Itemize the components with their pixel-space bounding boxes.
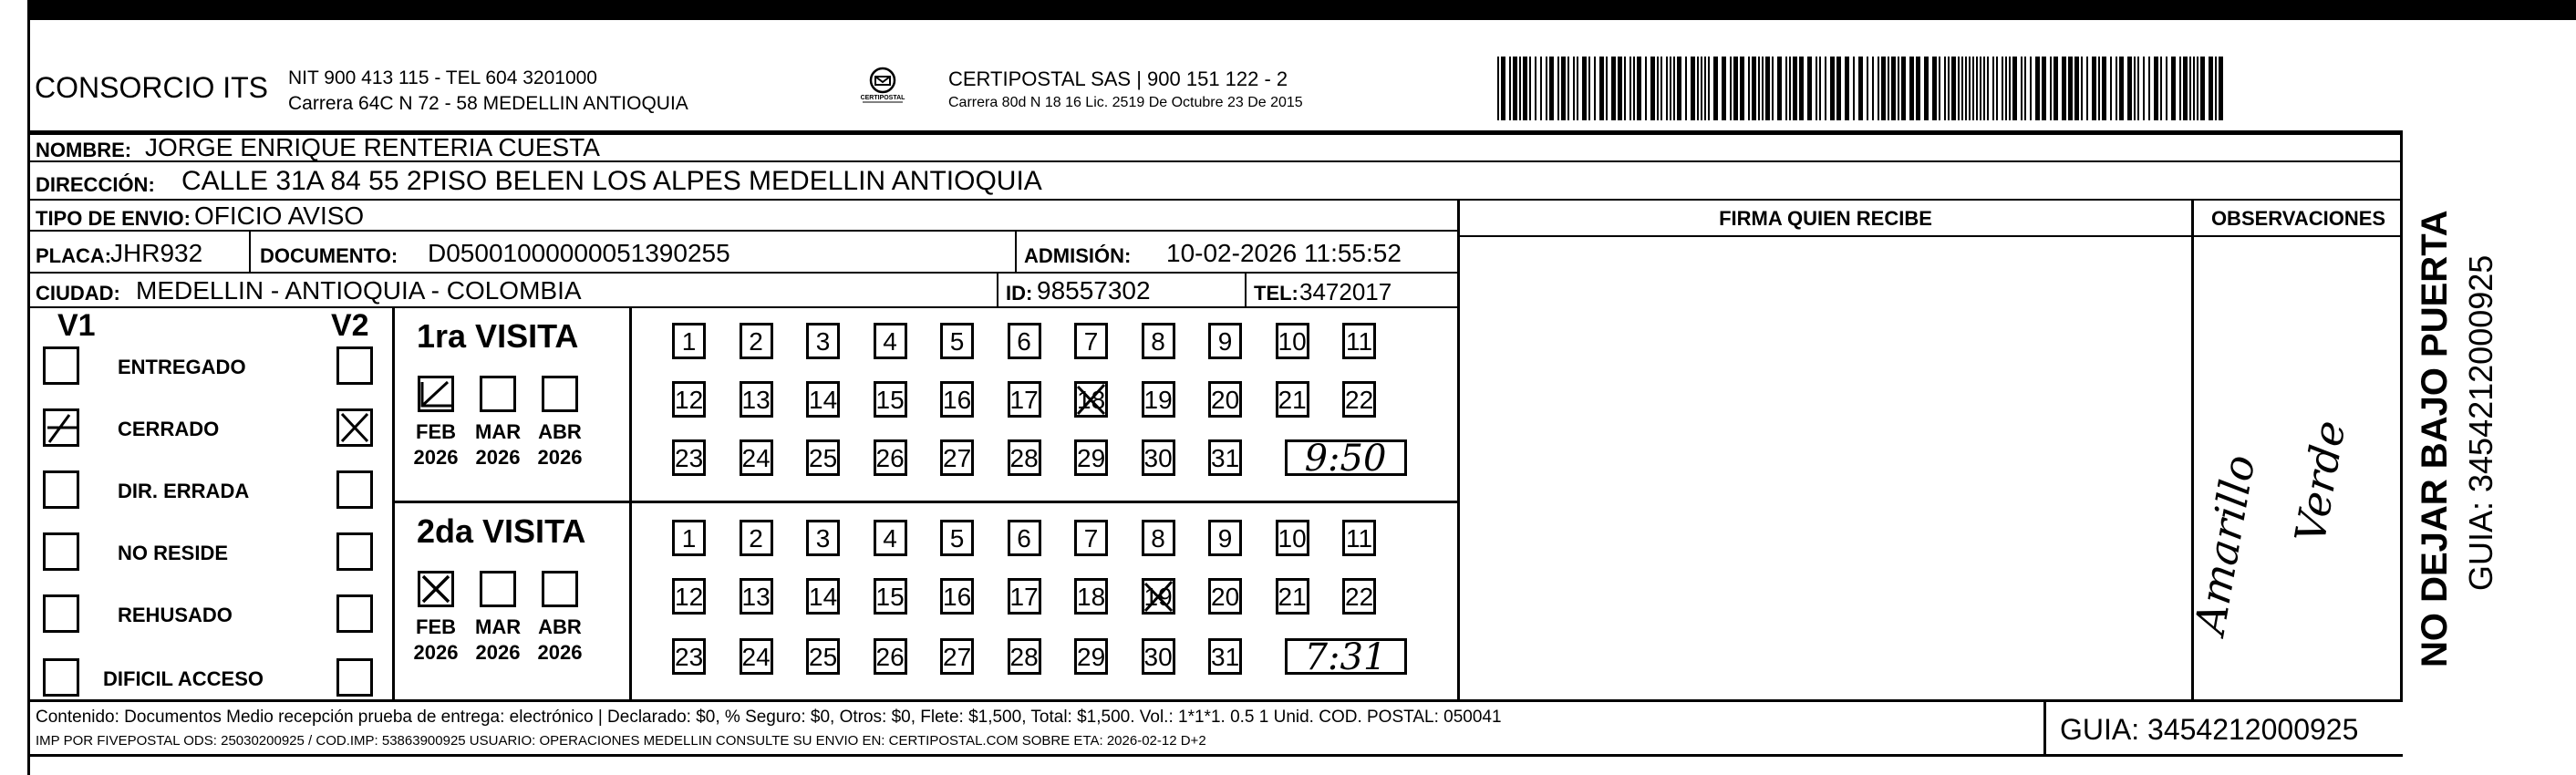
day-number: 11 (1345, 327, 1373, 356)
day-number: 8 (1151, 524, 1165, 553)
day-number: 12 (675, 386, 704, 414)
day-box[interactable] (740, 520, 773, 556)
day-box[interactable] (1074, 323, 1108, 359)
day-box[interactable] (940, 520, 974, 556)
day-number: 1 (681, 327, 697, 356)
x-mark-icon (1074, 381, 1108, 418)
year-label: 2026 (537, 446, 583, 469)
name-value: JORGE ENRIQUE RENTERIA CUESTA (145, 133, 600, 161)
day-number: 25 (809, 643, 838, 671)
courier-line2: Carrera 80d N 18 16 Lic. 2519 De Octubre 23 De 2015 (948, 95, 1303, 110)
day-box[interactable] (1008, 520, 1041, 556)
plate-value: JHR932 (110, 239, 203, 267)
footer-line1: Contenido: Documentos Medio recepción prueba de entrega: electrónico | Declarado: $0, % Seguro: $0, Otros: $0, Flete: $1,500, Total: $1,500. Vol.: 1*1*1. 0.5 1 Unid. COD. POSTAL: 050041 (36, 708, 1502, 727)
observations-header: OBSERVACIONES (2194, 201, 2403, 237)
day-box[interactable] (940, 381, 974, 418)
day-box[interactable] (1208, 381, 1242, 418)
day-number: 30 (1143, 444, 1173, 472)
v1-header: V1 (57, 308, 96, 343)
day-number: 26 (875, 444, 905, 472)
month-label: FEB (416, 420, 456, 443)
signature-column (1457, 201, 2194, 702)
day-box[interactable] (1208, 520, 1242, 556)
v2-header: V2 (331, 308, 369, 343)
day-box[interactable] (806, 578, 840, 615)
day-number: 7 (1083, 524, 1099, 553)
day-number: 16 (943, 386, 972, 414)
day-box[interactable] (1142, 638, 1175, 675)
month-label: ABR (538, 420, 582, 443)
day-box[interactable] (806, 520, 840, 556)
month-checkbox[interactable] (418, 376, 454, 412)
document-label: DOCUMENTO: (260, 244, 398, 267)
day-number: 9 (1217, 327, 1233, 356)
observation-note-1: Amarillo (2185, 450, 2265, 638)
month-label: FEB (416, 615, 456, 638)
v2-checkbox[interactable] (336, 470, 373, 509)
v1-checkbox[interactable] (43, 532, 79, 571)
day-box[interactable] (1008, 578, 1041, 615)
courier-line1: CERTIPOSTAL SAS | 900 151 122 - 2 (948, 67, 1288, 90)
day-number: 24 (741, 643, 771, 671)
day-number: 28 (1009, 444, 1039, 472)
day-number: 3 (815, 327, 831, 356)
visit2-title: 2da VISITA (417, 512, 586, 550)
day-box[interactable] (1074, 638, 1108, 675)
day-box[interactable] (740, 323, 773, 359)
day-number: 5 (949, 524, 965, 553)
footer-line2: IMP POR FIVEPOSTAL ODS: 25030200925 / COD.IMP: 53863900925 USUARIO: OPERACIONES MEDELLIN CONSULTE SU ENVIO EN: CERTIPOSTAL.COM SOBRE ETA: 2026-02-12 D+2 (36, 733, 1206, 749)
divider (1245, 274, 1247, 306)
status-label: DIFICIL ACCESO (103, 667, 264, 690)
type-label: TIPO DE ENVIO: (36, 207, 191, 230)
day-number: 15 (875, 583, 905, 611)
day-number: 10 (1278, 327, 1307, 356)
top-edge-band (27, 0, 2576, 20)
day-box[interactable] (1208, 323, 1242, 359)
day-box[interactable] (1008, 381, 1041, 418)
day-number: 25 (809, 444, 838, 472)
day-number: 16 (943, 583, 972, 611)
side-guia: GUIA: 3454212000925 (2462, 254, 2499, 591)
day-number: 10 (1278, 524, 1307, 553)
address-value: CALLE 31A 84 55 2PISO BELEN LOS ALPES MEDELLIN ANTIOQUIA (181, 166, 1042, 196)
visit1-title: 1ra VISITA (417, 317, 579, 355)
day-number: 3 (815, 524, 831, 553)
v2-checkbox[interactable] (336, 594, 373, 633)
certipostal-logo (855, 66, 910, 111)
tel-label: TEL: (1254, 282, 1298, 305)
day-box[interactable] (1008, 439, 1041, 476)
day-number: 19 (1143, 386, 1173, 414)
day-box[interactable] (672, 638, 706, 675)
divider (2043, 702, 2046, 754)
side-warning: NO DEJAR BAJO PUERTA (2415, 210, 2455, 667)
day-number: 12 (675, 583, 704, 611)
day-box[interactable] (1074, 381, 1108, 418)
day-number: 21 (1278, 583, 1307, 611)
day-box[interactable] (672, 520, 706, 556)
day-number: 23 (675, 643, 704, 671)
divider (997, 274, 998, 306)
v1-checkbox[interactable] (43, 594, 79, 633)
v1-checkbox[interactable] (43, 408, 79, 447)
footer-guia: GUIA: 3454212000925 (2060, 713, 2359, 746)
status-panel (30, 308, 395, 702)
day-box[interactable] (940, 323, 974, 359)
v1-checkbox[interactable] (43, 658, 79, 697)
day-number: 21 (1278, 386, 1307, 414)
signature-header: FIRMA QUIEN RECIBE (1460, 201, 2191, 237)
time-handwritten: 9:50 (1304, 438, 1387, 480)
day-box[interactable] (1208, 578, 1242, 615)
month-checkbox[interactable] (542, 571, 578, 607)
check-mark-icon (420, 378, 451, 409)
day-box[interactable] (1142, 439, 1175, 476)
status-label: ENTREGADO (118, 356, 246, 378)
day-box[interactable] (806, 323, 840, 359)
day-box[interactable] (1276, 578, 1309, 615)
barcode (1497, 57, 2227, 120)
day-number: 31 (1211, 444, 1240, 472)
observation-note-2: Verde (2285, 417, 2355, 547)
year-label: 2026 (537, 641, 583, 664)
day-number: 8 (1151, 327, 1165, 356)
day-box[interactable] (1142, 578, 1175, 615)
day-number: 28 (1009, 643, 1039, 671)
status-label: REHUSADO (118, 604, 233, 626)
status-label: CERRADO (118, 418, 220, 440)
envelope-logo-icon (855, 66, 910, 111)
day-number: 29 (1077, 643, 1106, 671)
day-box[interactable] (874, 381, 907, 418)
visit1-months-area (395, 308, 632, 501)
day-number: 22 (1345, 386, 1374, 414)
day-number: 27 (943, 643, 972, 671)
day-box[interactable] (1142, 381, 1175, 418)
visit2-panel (395, 503, 1457, 702)
day-number: 4 (883, 327, 897, 356)
plate-label: PLACA: (36, 244, 112, 267)
day-number: 6 (1017, 524, 1031, 553)
year-label: 2026 (413, 641, 459, 664)
city-value: MEDELLIN - ANTIOQUIA - COLOMBIA (136, 276, 582, 305)
day-number: 5 (949, 327, 965, 356)
day-number: 23 (675, 444, 704, 472)
day-number: 17 (1009, 386, 1039, 414)
day-number: 24 (741, 444, 771, 472)
sender-name: CONSORCIO ITS (35, 71, 269, 104)
sender-line2: Carrera 64C N 72 - 58 MEDELLIN ANTIOQUIA (288, 93, 688, 114)
time-handwritten: 7:31 (1304, 636, 1387, 678)
day-box[interactable] (1342, 578, 1376, 615)
day-box[interactable] (1276, 381, 1309, 418)
v1-checkbox[interactable] (43, 470, 79, 509)
day-box[interactable] (1142, 520, 1175, 556)
day-box[interactable] (1008, 323, 1041, 359)
observations-column (2185, 201, 2403, 702)
day-box[interactable] (1074, 578, 1108, 615)
year-label: 2026 (475, 446, 521, 469)
day-box[interactable] (1142, 323, 1175, 359)
day-box[interactable] (940, 638, 974, 675)
day-box[interactable] (740, 638, 773, 675)
day-number: 17 (1009, 583, 1039, 611)
day-number: 9 (1217, 524, 1233, 553)
day-box[interactable] (874, 439, 907, 476)
address-label: DIRECCIÓN: (36, 173, 155, 196)
footer (30, 702, 2403, 757)
day-number: 14 (809, 583, 838, 611)
day-box[interactable] (1074, 520, 1108, 556)
v2-checkbox[interactable] (336, 408, 373, 447)
name-row (30, 133, 2403, 162)
day-box[interactable] (874, 323, 907, 359)
tel-value: 3472017 (1299, 278, 1392, 305)
status-label: DIR. ERRADA (118, 480, 250, 502)
day-box[interactable] (940, 439, 974, 476)
year-label: 2026 (413, 446, 459, 469)
day-box[interactable] (1342, 323, 1376, 359)
day-number: 18 (1077, 583, 1106, 611)
day-number: 2 (749, 524, 763, 553)
v2-checkbox[interactable] (336, 532, 373, 571)
id-value: 98557302 (1037, 276, 1151, 305)
day-number: 6 (1017, 327, 1031, 356)
type-row (30, 201, 1457, 232)
day-box[interactable] (806, 381, 840, 418)
day-number: 27 (943, 444, 972, 472)
day-box[interactable] (940, 578, 974, 615)
v1-checkbox[interactable] (43, 346, 79, 385)
day-number: 26 (875, 643, 905, 671)
month-checkbox[interactable] (480, 571, 516, 607)
day-box[interactable] (1208, 439, 1242, 476)
v2-checkbox[interactable] (336, 658, 373, 697)
day-box[interactable] (1342, 381, 1376, 418)
admission-value: 10-02-2026 11:55:52 (1166, 239, 1402, 267)
day-number: 4 (883, 524, 897, 553)
sender-line1: NIT 900 413 115 - TEL 604 3201000 (288, 67, 597, 88)
day-box[interactable] (806, 439, 840, 476)
month-checkbox[interactable] (418, 571, 454, 607)
year-label: 2026 (475, 641, 521, 664)
v2-checkbox[interactable] (336, 346, 373, 385)
day-box[interactable] (672, 381, 706, 418)
city-row (30, 274, 1457, 308)
day-box[interactable] (672, 578, 706, 615)
city-label: CIUDAD: (36, 282, 120, 305)
day-number: 30 (1143, 643, 1173, 671)
address-row (30, 162, 2403, 201)
day-number: 13 (741, 386, 771, 414)
day-number: 18 (1077, 386, 1106, 414)
day-number: 13 (741, 583, 771, 611)
time-box[interactable] (1285, 636, 1407, 678)
day-box[interactable] (806, 638, 840, 675)
time-box[interactable] (1285, 438, 1407, 480)
day-box[interactable] (740, 439, 773, 476)
name-label: NOMBRE: (36, 139, 132, 161)
day-box[interactable] (740, 381, 773, 418)
day-box[interactable] (874, 578, 907, 615)
day-number: 19 (1143, 583, 1173, 611)
day-number: 7 (1083, 327, 1099, 356)
admission-label: ADMISIÓN: (1024, 244, 1132, 267)
day-box[interactable] (1074, 439, 1108, 476)
day-box[interactable] (1208, 638, 1242, 675)
day-number: 15 (875, 386, 905, 414)
day-box[interactable] (874, 520, 907, 556)
day-box[interactable] (1008, 638, 1041, 675)
month-checkbox[interactable] (542, 376, 578, 412)
day-box[interactable] (1276, 323, 1309, 359)
day-number: 11 (1345, 524, 1373, 553)
month-label: ABR (538, 615, 582, 638)
divider (1015, 232, 1017, 272)
day-number: 20 (1211, 583, 1240, 611)
type-value: OFICIO AVISO (194, 202, 365, 230)
status-label: NO RESIDE (118, 542, 229, 564)
month-checkbox[interactable] (480, 376, 516, 412)
visit1-panel (395, 308, 1457, 503)
document-value: D05001000000051390255 (428, 239, 730, 267)
visit2-months-area (395, 503, 632, 702)
barcode-graphic (1497, 57, 2227, 120)
day-box[interactable] (1276, 520, 1309, 556)
logo-text: CERTIPOSTAL (860, 95, 905, 101)
day-number: 22 (1345, 583, 1374, 611)
month-label: MAR (475, 615, 522, 638)
x-mark-icon (420, 574, 451, 604)
day-box[interactable] (1342, 520, 1376, 556)
day-number: 20 (1211, 386, 1240, 414)
check-mark-icon (46, 411, 77, 444)
day-number: 1 (681, 524, 697, 553)
x-mark-icon (339, 411, 370, 444)
day-box[interactable] (672, 323, 706, 359)
day-number: 29 (1077, 444, 1106, 472)
divider (249, 232, 251, 272)
day-number: 14 (809, 386, 838, 414)
day-number: 31 (1211, 643, 1240, 671)
day-box[interactable] (874, 638, 907, 675)
x-mark-icon (1142, 578, 1175, 615)
day-number: 2 (749, 327, 763, 356)
id-label: ID: (1006, 282, 1033, 305)
plate-row (30, 232, 1457, 274)
month-label: MAR (475, 420, 522, 443)
day-box[interactable] (672, 439, 706, 476)
day-box[interactable] (740, 578, 773, 615)
